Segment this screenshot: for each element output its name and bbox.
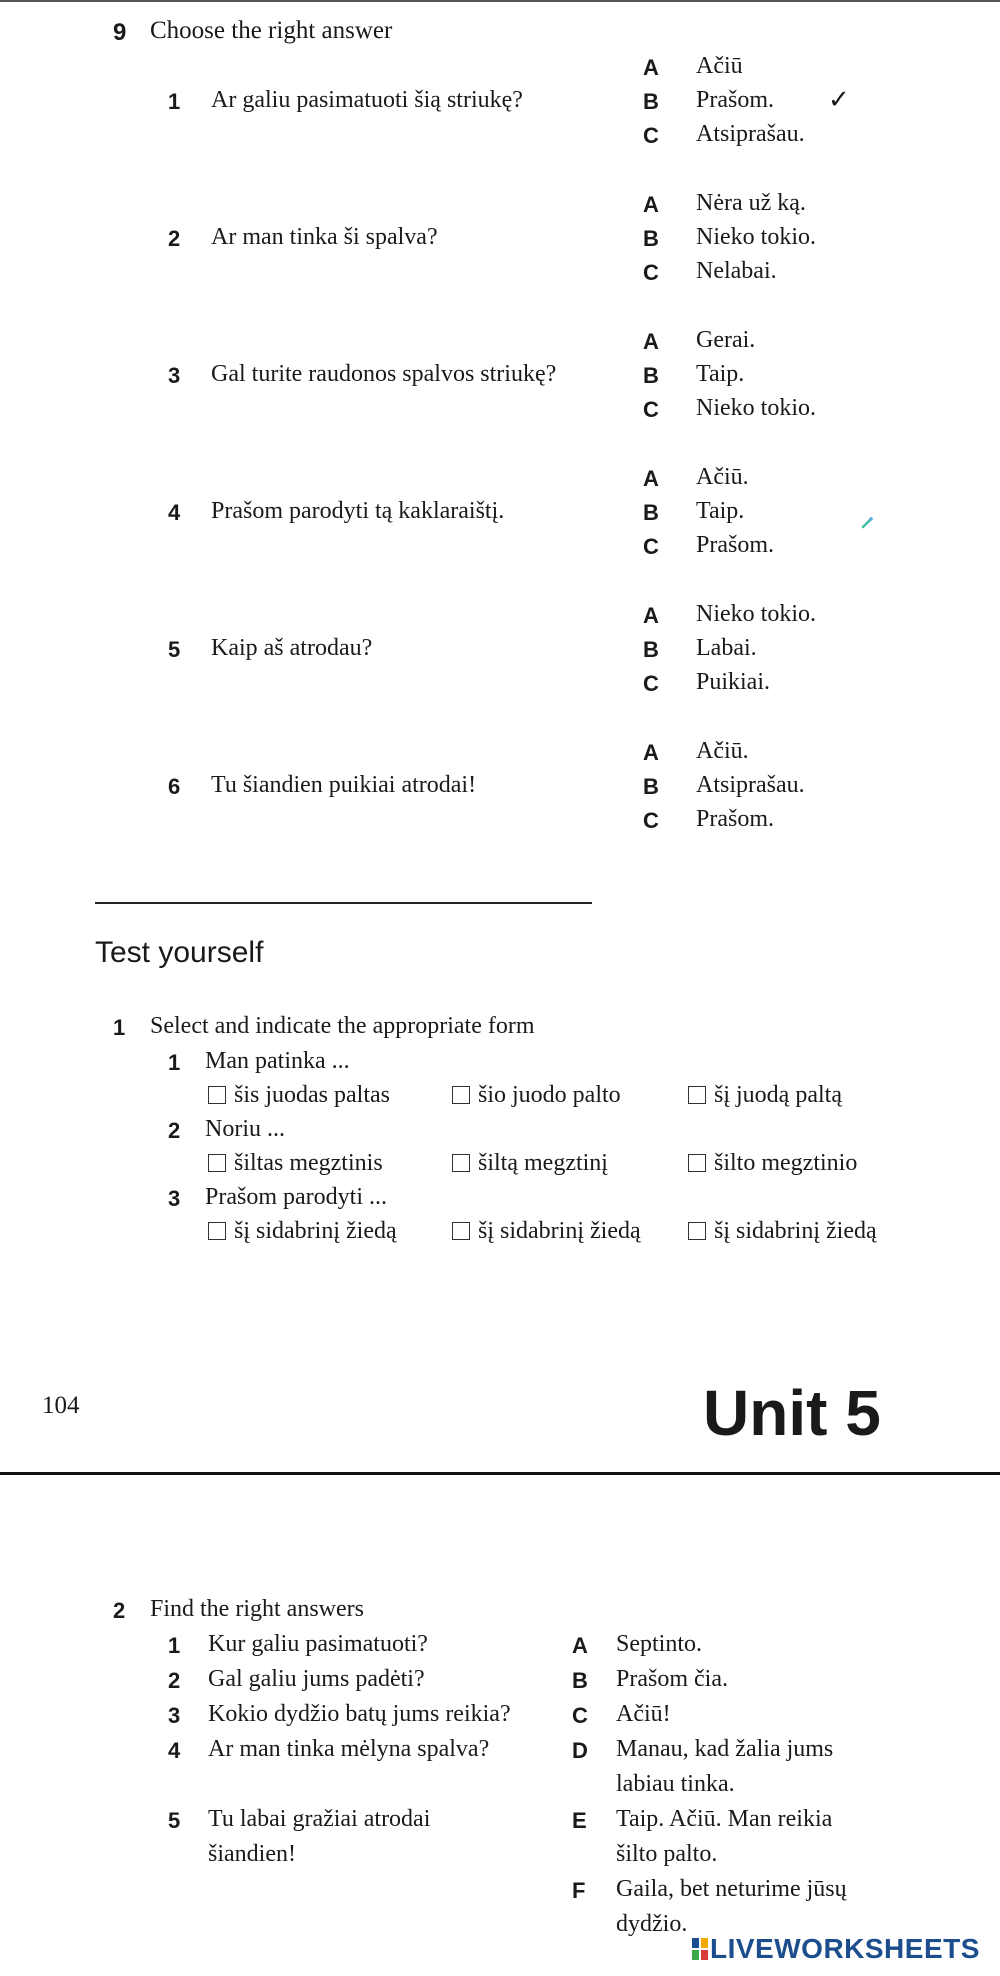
question-number: 5 (168, 637, 181, 662)
exercise-2-number: 2 (113, 1598, 126, 1623)
option-letter: C (643, 808, 659, 833)
question-text: Kaip aš atrodau? (211, 635, 373, 661)
option-letter: A (643, 192, 659, 217)
item-prompt: Noriu ... (205, 1116, 285, 1142)
question-text: Kur galiu pasimatuoti? (208, 1631, 428, 1657)
option-text[interactable]: Prašom. (696, 87, 774, 113)
option-text[interactable]: Nelabai. (696, 258, 777, 284)
top-divider (0, 0, 1000, 2)
checkbox[interactable] (452, 1154, 470, 1172)
item-number: 2 (168, 1118, 181, 1143)
choice-option[interactable]: šį sidabrinį žiedą (208, 1218, 397, 1245)
answer-text[interactable]: Ačiū! (616, 1701, 671, 1727)
option-text[interactable]: Prašom. (696, 806, 774, 832)
option-letter: B (643, 363, 659, 388)
item-number: 1 (168, 1050, 181, 1075)
option-text[interactable]: Atsiprašau. (696, 772, 805, 798)
question-text: Ar man tinka ši spalva? (211, 224, 438, 250)
option-text[interactable]: Ačiū. (696, 464, 749, 490)
option-letter: C (643, 123, 659, 148)
question-number: 3 (168, 1703, 181, 1728)
question-text: Kokio dydžio batų jums reikia? (208, 1701, 511, 1727)
page-number: 104 (42, 1392, 80, 1419)
exercise-9-number: 9 (113, 19, 127, 46)
checkbox[interactable] (688, 1222, 706, 1240)
option-text[interactable]: Ačiū. (696, 738, 749, 764)
option-letter: C (643, 260, 659, 285)
checkbox[interactable] (452, 1086, 470, 1104)
option-text[interactable]: Nieko tokio. (696, 224, 816, 250)
question-number: 2 (168, 226, 181, 251)
question-text: Gal galiu jums padėti? (208, 1666, 425, 1692)
item-number: 3 (168, 1186, 181, 1211)
choice-option[interactable]: šio juodo palto (452, 1082, 621, 1109)
option-text[interactable]: Ačiū (696, 53, 743, 79)
option-letter: B (643, 89, 659, 114)
option-letter: C (643, 397, 659, 422)
question-text: Tu šiandien puikiai atrodai! (211, 772, 477, 798)
choice-option[interactable]: šį sidabrinį žiedą (452, 1218, 641, 1245)
liveworksheets-logo-text: LIVEWORKSHEETS (710, 1933, 980, 1964)
item-prompt: Man patinka ... (205, 1048, 350, 1074)
question-text: Ar galiu pasimatuoti šią striukę? (211, 87, 523, 113)
option-letter: A (643, 55, 659, 80)
checkbox[interactable] (452, 1222, 470, 1240)
option-letter: A (643, 329, 659, 354)
option-letter: A (643, 466, 659, 491)
option-text[interactable]: Taip. (696, 361, 745, 387)
answer-letter: D (572, 1738, 588, 1763)
answer-letter: E (572, 1808, 587, 1833)
question-number: 4 (168, 1738, 181, 1763)
section-title: Test yourself (95, 936, 264, 969)
exercise-1-instruction: Select and indicate the appropriate form (150, 1013, 535, 1039)
option-text[interactable]: Puikiai. (696, 669, 771, 695)
answer-text[interactable]: Prašom čia. (616, 1666, 728, 1692)
question-number: 6 (168, 774, 181, 799)
question-text: Tu labai gražiai atrodai (208, 1806, 431, 1832)
checkbox[interactable] (208, 1222, 226, 1240)
option-text[interactable]: Nėra už ką. (696, 190, 806, 216)
question-number: 1 (168, 1633, 181, 1658)
option-letter: B (643, 226, 659, 251)
option-text[interactable]: Atsiprašau. (696, 121, 805, 147)
choice-option[interactable]: šilto megztinio (688, 1150, 857, 1177)
pen-mark-icon (860, 516, 874, 530)
answer-letter: B (572, 1668, 588, 1693)
answer-letter: A (572, 1633, 588, 1658)
unit-title: Unit 5 (703, 1377, 881, 1449)
section-divider (95, 902, 592, 904)
choice-option[interactable]: šį juodą paltą (688, 1082, 842, 1109)
answer-text[interactable]: labiau tinka. (616, 1771, 735, 1797)
choice-option[interactable]: šiltą megztinį (452, 1150, 608, 1177)
exercise-1-number: 1 (113, 1015, 126, 1040)
check-mark-icon: ✓ (828, 84, 850, 114)
option-letter: A (643, 603, 659, 628)
option-letter: B (643, 500, 659, 525)
answer-text[interactable]: Taip. Ačiū. Man reikia (616, 1806, 833, 1832)
option-text[interactable]: Nieko tokio. (696, 395, 816, 421)
answer-text[interactable]: Gaila, bet neturime jūsų (616, 1876, 847, 1902)
option-text[interactable]: Prašom. (696, 532, 774, 558)
answer-letter: C (572, 1703, 588, 1728)
liveworksheets-logo (692, 1933, 980, 1965)
option-text[interactable]: Labai. (696, 635, 757, 661)
option-letter: A (643, 740, 659, 765)
answer-letter: F (572, 1878, 586, 1903)
answer-text[interactable]: Manau, kad žalia jums (616, 1736, 834, 1762)
option-text[interactable]: Gerai. (696, 327, 756, 353)
question-text: Gal turite raudonos spalvos striukę? (211, 361, 557, 387)
option-letter: C (643, 534, 659, 559)
choice-option[interactable]: šiltas megztinis (208, 1150, 383, 1177)
question-text: šiandien! (208, 1841, 296, 1867)
item-prompt: Prašom parodyti ... (205, 1184, 387, 1210)
option-letter: B (643, 774, 659, 799)
answer-text[interactable]: dydžio. (616, 1911, 688, 1937)
checkbox[interactable] (688, 1086, 706, 1104)
question-text: Prašom parodyti tą kaklaraištį. (211, 498, 505, 524)
checkbox[interactable] (688, 1154, 706, 1172)
question-number: 1 (168, 89, 181, 114)
option-text[interactable]: Nieko tokio. (696, 601, 816, 627)
checkbox[interactable] (208, 1154, 226, 1172)
option-letter: B (643, 637, 659, 662)
question-number: 4 (168, 500, 181, 525)
choice-option[interactable]: šį sidabrinį žiedą (688, 1218, 877, 1245)
page-break-divider (0, 1472, 1000, 1475)
question-number: 2 (168, 1668, 181, 1693)
question-number: 5 (168, 1808, 181, 1833)
question-number: 3 (168, 363, 181, 388)
answer-text[interactable]: Septinto. (616, 1631, 703, 1657)
checkbox[interactable] (208, 1086, 226, 1104)
exercise-2-instruction: Find the right answers (150, 1596, 364, 1622)
option-text[interactable]: Taip. (696, 498, 745, 524)
question-text: Ar man tinka mėlyna spalva? (208, 1736, 490, 1762)
option-letter: C (643, 671, 659, 696)
choice-option[interactable]: šis juodas paltas (208, 1082, 390, 1109)
answer-text[interactable]: šilto palto. (616, 1841, 718, 1867)
exercise-9-instruction: Choose the right answer (150, 17, 393, 44)
liveworksheets-logo-icon (692, 1938, 708, 1960)
